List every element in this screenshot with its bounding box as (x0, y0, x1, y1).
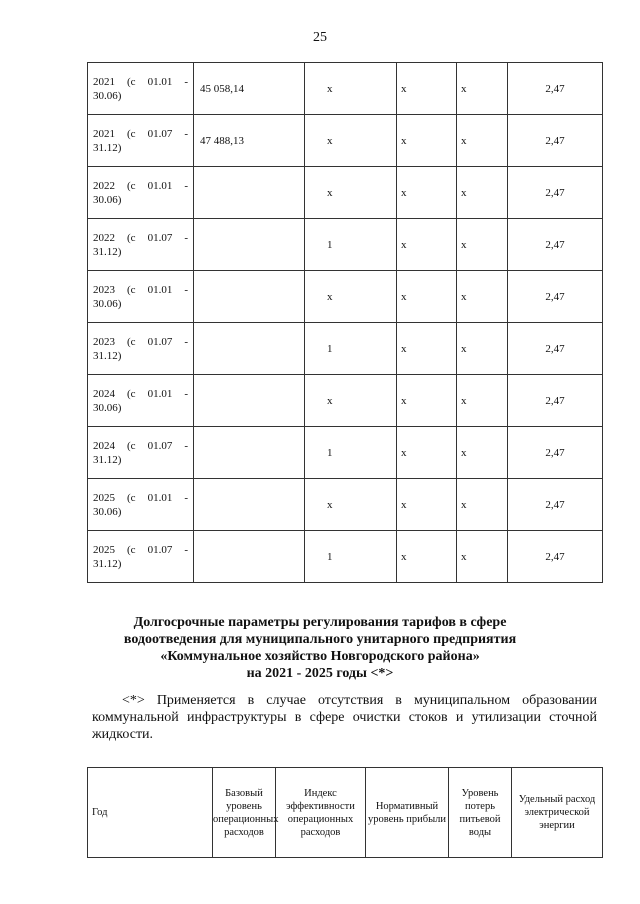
base-cost-cell (194, 271, 305, 323)
table-row (88, 219, 603, 271)
header-normative-profit: Нормативный уровень прибыли (366, 768, 449, 858)
efficiency-index-cell: 1 (305, 427, 397, 479)
water-loss-cell: х (457, 167, 508, 219)
table-row (88, 63, 603, 115)
period-end: 31.12) (93, 557, 122, 570)
base-cost-cell (194, 531, 305, 583)
period-end: 30.06) (93, 401, 122, 414)
base-cost-cell (194, 479, 305, 531)
table-row (88, 531, 603, 583)
efficiency-index-cell: х (305, 63, 397, 115)
normative-profit-cell: х (397, 531, 457, 583)
period-cell (88, 479, 194, 531)
water-loss-cell: х (457, 63, 508, 115)
period-end: 30.06) (93, 89, 122, 102)
normative-profit-cell: х (397, 167, 457, 219)
section-title-line: Долгосрочные параметры регулирования тарифов в сфере (133, 615, 507, 630)
base-cost-cell (194, 167, 305, 219)
electricity-consumption-cell: 2,47 (508, 115, 603, 167)
water-loss-cell: х (457, 271, 508, 323)
electricity-consumption-cell: 2,47 (508, 427, 603, 479)
period-end: 31.12) (93, 141, 122, 154)
period-cell (88, 115, 194, 167)
base-cost-cell (194, 323, 305, 375)
period-cell (88, 271, 194, 323)
efficiency-index-cell: х (305, 167, 397, 219)
normative-profit-cell: х (397, 115, 457, 167)
water-loss-cell: х (457, 115, 508, 167)
period-start: 2023 (с 01.01 - (93, 283, 188, 296)
efficiency-index-cell: х (305, 271, 397, 323)
period-start: 2022 (с 01.01 - (93, 179, 188, 192)
section-title-line: «Коммунальное хозяйство Новгородского района» (160, 649, 480, 664)
period-start: 2021 (с 01.01 - (93, 75, 188, 88)
normative-profit-cell: х (397, 323, 457, 375)
period-cell (88, 167, 194, 219)
electricity-consumption-cell: 2,47 (508, 479, 603, 531)
efficiency-index-cell: 1 (305, 219, 397, 271)
page-number: 25 (313, 30, 327, 45)
efficiency-index-cell: х (305, 375, 397, 427)
period-end: 30.06) (93, 193, 122, 206)
period-end: 31.12) (93, 245, 122, 258)
tariff-parameters-table-body (88, 63, 603, 583)
base-cost-cell (194, 427, 305, 479)
electricity-consumption-cell: 2,47 (508, 531, 603, 583)
period-cell (88, 531, 194, 583)
section-title-line: водоотведения для муниципального унитарного предприятия (123, 632, 517, 647)
table-row (88, 271, 603, 323)
electricity-consumption-cell: 2,47 (508, 63, 603, 115)
period-start: 2025 (с 01.01 - (93, 491, 188, 504)
electricity-consumption-cell: 2,47 (508, 167, 603, 219)
tariff-parameters-table (87, 62, 603, 583)
table-row (88, 167, 603, 219)
water-loss-cell: х (457, 427, 508, 479)
period-cell (88, 63, 194, 115)
table-row (88, 479, 603, 531)
normative-profit-cell: х (397, 427, 457, 479)
table-row (88, 375, 603, 427)
period-start: 2024 (с 01.01 - (93, 387, 188, 400)
period-start: 2023 (с 01.07 - (93, 335, 188, 348)
electricity-consumption-cell: 2,47 (508, 271, 603, 323)
section-title (0, 614, 640, 682)
period-end: 31.12) (93, 349, 122, 362)
efficiency-index-cell: 1 (305, 323, 397, 375)
period-end: 30.06) (93, 505, 122, 518)
period-start: 2022 (с 01.07 - (93, 231, 188, 244)
electricity-consumption-cell: 2,47 (508, 219, 603, 271)
period-start: 2025 (с 01.07 - (93, 543, 188, 556)
normative-profit-cell: х (397, 375, 457, 427)
period-start: 2021 (с 01.07 - (93, 127, 188, 140)
electricity-consumption-cell: 2,47 (508, 323, 603, 375)
base-cost-cell (194, 375, 305, 427)
table-row (88, 427, 603, 479)
period-cell (88, 219, 194, 271)
base-cost-cell (194, 219, 305, 271)
table-row (88, 115, 603, 167)
period-cell (88, 375, 194, 427)
base-cost-cell: 45 058,14 (194, 63, 305, 115)
table-row (88, 323, 603, 375)
period-cell (88, 427, 194, 479)
efficiency-index-cell: х (305, 115, 397, 167)
header-efficiency-index: Индекс эффективности операционных расходов (276, 768, 366, 858)
wastewater-parameters-table (87, 767, 603, 858)
efficiency-index-cell: 1 (305, 531, 397, 583)
section-title-line: на 2021 - 2025 годы <*> (246, 666, 394, 681)
water-loss-cell: х (457, 531, 508, 583)
normative-profit-cell: х (397, 271, 457, 323)
header-water-loss: Уровень потерь питьевой воды (449, 768, 512, 858)
footnote: <*> Применяется в случае отсутствия в муниципальном образовании коммунальной инфраструктуры в сфере очистки стоков и утилизации сточной жидкости. (92, 693, 597, 742)
table-header-row (88, 768, 603, 858)
header-base-operating-costs: Базовый уровень операционных расходов (213, 768, 276, 858)
water-loss-cell: х (457, 375, 508, 427)
water-loss-cell: х (457, 219, 508, 271)
base-cost-cell: 47 488,13 (194, 115, 305, 167)
water-loss-cell: х (457, 479, 508, 531)
water-loss-cell: х (457, 323, 508, 375)
header-year: Год (88, 768, 213, 858)
normative-profit-cell: х (397, 219, 457, 271)
period-end: 30.06) (93, 297, 122, 310)
period-cell (88, 323, 194, 375)
period-start: 2024 (с 01.07 - (93, 439, 188, 452)
header-electricity-consumption: Удельный расход электрической энергии (512, 768, 603, 858)
electricity-consumption-cell: 2,47 (508, 375, 603, 427)
normative-profit-cell: х (397, 479, 457, 531)
normative-profit-cell: х (397, 63, 457, 115)
efficiency-index-cell: х (305, 479, 397, 531)
period-end: 31.12) (93, 453, 122, 466)
